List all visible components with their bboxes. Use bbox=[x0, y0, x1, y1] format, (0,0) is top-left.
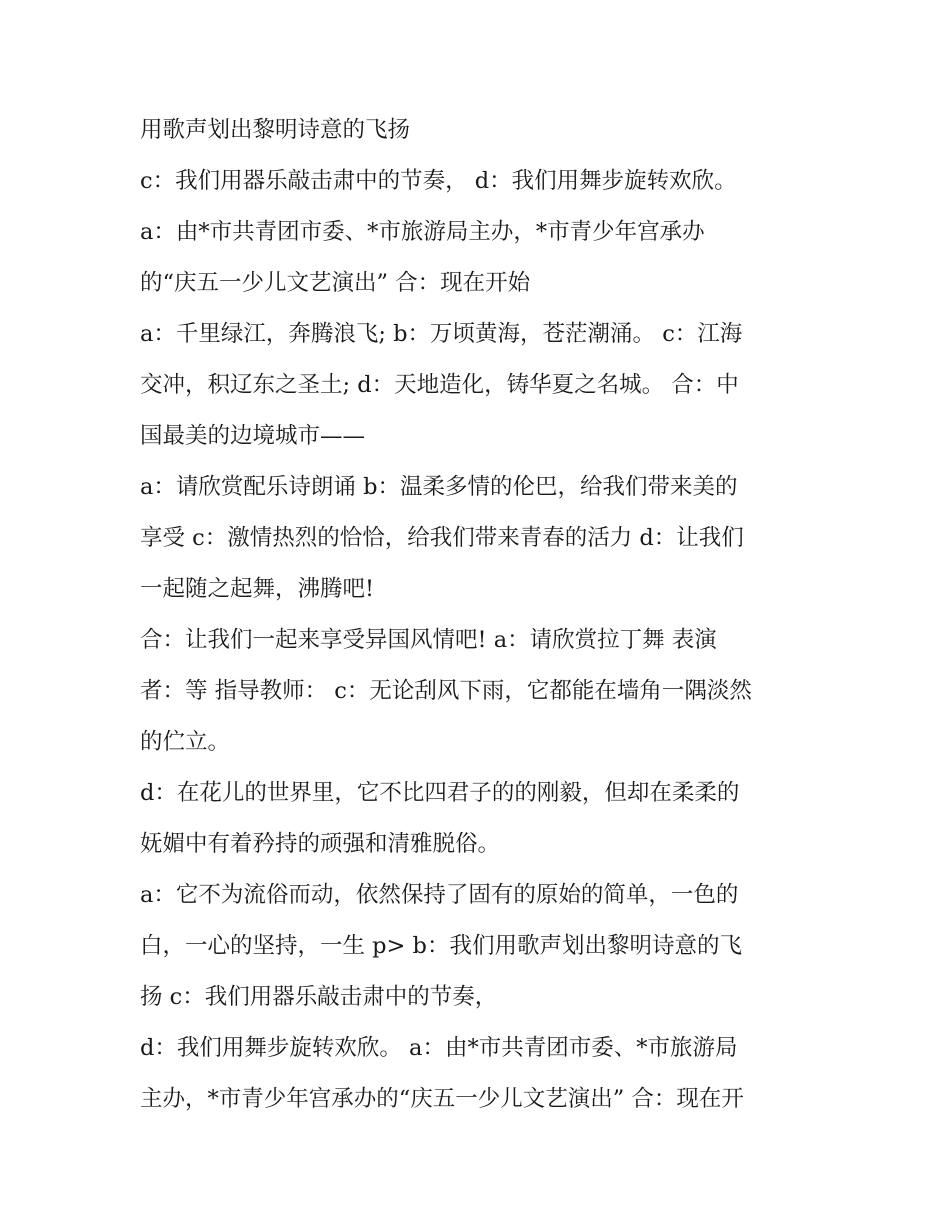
text-line: 的伫立。 bbox=[140, 729, 231, 755]
text-line: 合：让我们一起来享受异国风情吧! a：请欣赏拉丁舞 表演 bbox=[140, 627, 717, 653]
text-line: 主办，*市青少年宫承办的“庆五一少儿文艺演出” 合：现在开 bbox=[140, 1086, 744, 1112]
text-line: 者：等 指导教师： c：无论刮风下雨，它都能在墙角一隅淡然 bbox=[140, 678, 752, 704]
text-line: 交冲，积辽东之圣土; d：天地造化，铸华夏之名城。 合：中 bbox=[140, 372, 739, 398]
text-line: 白，一心的坚持，一生 p> b：我们用歌声划出黎明诗意的飞 bbox=[140, 933, 742, 959]
text-line: c：我们用器乐敲击肃中的节奏， d：我们用舞步旋转欢欣。 bbox=[140, 168, 737, 194]
text-line: 扬 c：我们用器乐敲击肃中的节奏， bbox=[140, 984, 498, 1010]
text-line: 国最美的边境城市—— bbox=[140, 423, 366, 449]
text-line: 用歌声划出黎明诗意的飞扬 bbox=[140, 117, 411, 143]
text-line: a：它不为流俗而动，依然保持了固有的原始的简单，一色的 bbox=[140, 882, 739, 908]
text-line: d：在花儿的世界里，它不比四君子的的刚毅，但却在柔柔的 bbox=[140, 780, 740, 806]
text-line: a：由*市共青团市委、*市旅游局主办，*市青少年宫承办 bbox=[140, 219, 705, 245]
text-line: a：千里绿江，奔腾浪飞; b：万顷黄海，苍茫潮涌。 c：江海 bbox=[140, 321, 743, 347]
document-body bbox=[140, 108, 820, 1128]
text-line: 享受 c：激情热烈的恰恰，给我们带来青春的活力 d：让我们 bbox=[140, 525, 744, 551]
text-line: 妩媚中有着矜持的顽强和清雅脱俗。 bbox=[140, 831, 501, 857]
text-line: 的“庆五一少儿文艺演出” 合：现在开始 bbox=[140, 270, 531, 296]
text-line: d：我们用舞步旋转欢欣。 a：由*市共青团市委、*市旅游局 bbox=[140, 1035, 738, 1061]
text-line: 一起随之起舞，沸腾吧! bbox=[140, 576, 375, 602]
text-line: a：请欣赏配乐诗朗诵 b：温柔多情的伦巴，给我们带来美的 bbox=[140, 474, 738, 500]
